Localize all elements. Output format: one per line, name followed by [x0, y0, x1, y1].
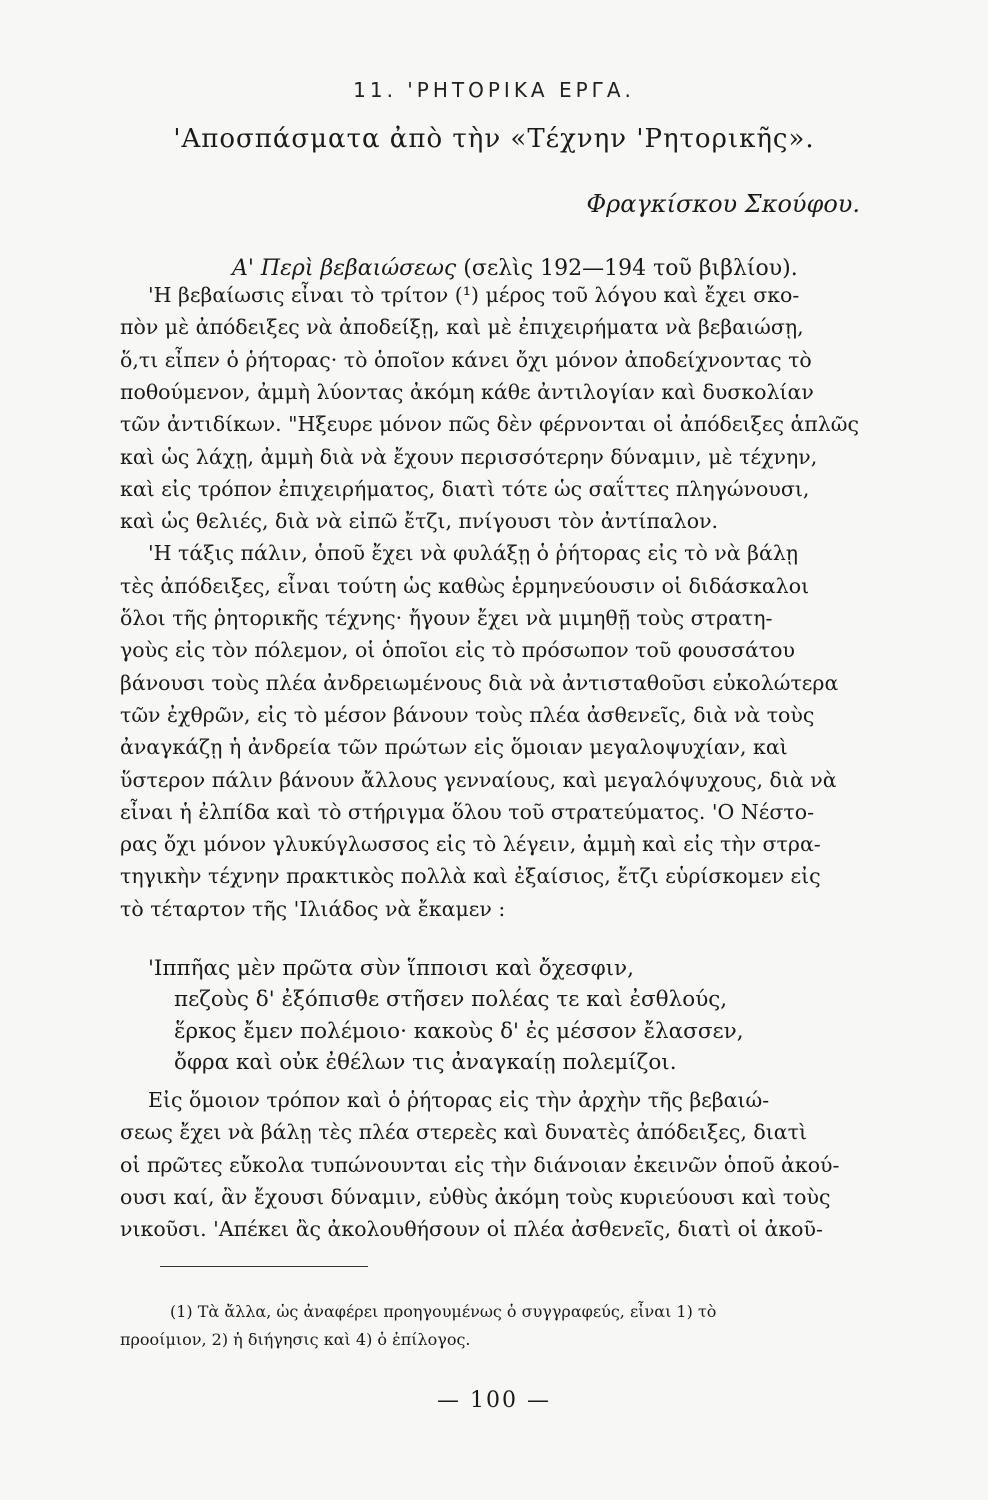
- running-header: 11. 'ΡΗΤΟΡΙΚΑ ΕΡΓΑ.: [353, 78, 635, 102]
- text-line: καὶ ὡς θελιές, διὰ νὰ εἰπῶ ἔτζι, πνίγουσι τὸν ἀντίπαλον.: [120, 509, 719, 534]
- text-line: ουσι καί, ἂν ἔχουσι δύναμιν, εὐθὺς ἀκόμη τοὺς κυριεύουσι καὶ τοὺς: [120, 1184, 831, 1209]
- section-reference: (σελὶς 192—194 τοῦ βιβλίου).: [463, 256, 798, 281]
- text-line: οἱ πρῶτες εὔκολα τυπώνουνται εἰς τὴν διάνοιαν ἐκεινῶν ὁποῦ ἀκού-: [120, 1152, 840, 1177]
- text-line: τηγικὴν τέχνην πρακτικὸς πολλὰ καὶ ἐξαίσιος, ἔτζι εὑρίσκομεν εἰς: [120, 864, 821, 889]
- text-line: τὲς ἀπόδειξες, εἶναι τούτη ὡς καθὼς ἑρμηνεύουσιν οἱ διδάσκαλοι: [120, 573, 810, 598]
- text-line: τῶν ἀντιδίκων. "Ηξευρε μόνον πῶς δὲν φέρνονται οἱ ἀπόδειξες ἁπλῶς: [120, 412, 859, 437]
- footnote-line: προοίμιον, 2) ἡ διήγησις καὶ 4) ὁ ἐπίλογος.: [120, 1330, 471, 1349]
- verse-line: ὄφρα καὶ οὐκ ἐθέλων τις ἀναγκαίῃ πολεμίζοι.: [174, 1049, 677, 1075]
- page-title: 'Αποσπάσματα ἀπὸ τὴν «Τέχνην 'Ρητορικῆς».: [173, 124, 815, 154]
- section-label: Α' Περὶ βεβαιώσεως: [232, 256, 457, 281]
- text-line: καὶ εἰς τρόπον ἐπιχειρήματος, διατὶ τότε ὡς σαΐττες πληγώνουσι,: [120, 476, 810, 501]
- verse-line: 'Ιππῆας μὲν πρῶτα σὺν ἵπποισι καὶ ὄχεσφιν,: [148, 956, 634, 981]
- text-line: εἶναι ἡ ἐλπίδα καὶ τὸ στήριγμα ὅλου τοῦ στρατεύματος. 'Ο Νέστο-: [120, 799, 815, 824]
- author-name: Φραγκίσκου Σκούφου.: [586, 190, 860, 218]
- text-line: ὕστερον πάλιν βάνουν ἄλλους γενναίους, καὶ μεγαλόψυχους, διὰ νὰ: [120, 767, 837, 792]
- text-line: ὅλοι τῆς ῥητορικῆς τέχνης· ἤγουν ἔχει νὰ μιμηθῇ τοὺς στρατη-: [120, 606, 773, 630]
- verse-line: πεζοὺς δ' ἐξόπισθε στῆσεν πολέας τε καὶ ἐσθλούς,: [174, 987, 728, 1013]
- text-line: ποθούμενον, ἀμμὴ λύοντας ἀκόμη κάθε ἀντιλογίαν καὶ δυσκολίαν: [120, 379, 814, 404]
- section-heading: [232, 256, 798, 281]
- footnote-divider: [160, 1266, 368, 1267]
- text-line: ὅ,τι εἶπεν ὁ ῥήτορας· τὸ ὁποῖον κάνει ὄχι μόνον ἀποδείχνοντας τὸ: [120, 347, 812, 372]
- text-line: νικοῦσι. 'Απέκει ἂς ἀκολουθήσουν οἱ πλέα ἀσθενεῖς, διατὶ οἱ ἀκοῦ-: [120, 1217, 823, 1242]
- text-line: ρας ὄχι μόνον γλυκύγλωσσος εἰς τὸ λέγειν, ἀμμὴ καὶ εἰς τὴν στρα-: [120, 832, 821, 857]
- text-line: γοὺς εἰς τὸν πόλεμον, οἱ ὁποῖοι εἰς τὸ πρόσωπον τοῦ φουσσάτου: [120, 638, 795, 663]
- text-line: 'Η τάξις πάλιν, ὁποῦ ἔχει νὰ φυλάξῃ ὁ ῥήτορας εἰς τὸ νὰ βάλῃ: [148, 541, 799, 566]
- text-line: πὸν μὲ ἀπόδειξες νὰ ἀποδείξῃ, καὶ μὲ ἐπιχειρήματα νὰ βεβαιώσῃ,: [120, 315, 804, 340]
- page-number: — 100 —: [437, 1388, 551, 1413]
- footnote-line: (1) Τὰ ἄλλα, ὡς ἀναφέρει προηγουμένως ὁ συγγραφεύς, εἶναι 1) τὸ: [170, 1302, 717, 1321]
- text-line: τῶν ἐχθρῶν, εἰς τὸ μέσον βάνουν τοὺς πλέα ἀσθενεῖς, διὰ νὰ τοὺς: [120, 702, 815, 727]
- text-line: Εἰς ὅμοιον τρόπον καὶ ὁ ῥήτορας εἰς τὴν ἀρχὴν τῆς βεβαιώ-: [148, 1088, 770, 1112]
- text-line: 'Η βεβαίωσις εἶναι τὸ τρίτον (¹) μέρος τοῦ λόγου καὶ ἔχει σκο-: [148, 283, 800, 307]
- text-line: σεως ἔχει νὰ βάλῃ τὲς πλέα στερεὲς καὶ δυνατὲς ἀπόδειξες, διατὶ: [120, 1120, 807, 1145]
- text-line: ἀναγκάζῃ ἡ ἀνδρεία τῶν πρώτων εἰς ὅμοιαν μεγαλοψυχίαν, καὶ: [120, 735, 788, 760]
- text-line: τὸ τέταρτον τῆς 'Ιλιάδος νὰ ἔκαμεν :: [120, 896, 506, 921]
- verse-line: ἕρκος ἔμεν πολέμοιο· κακοὺς δ' ἐς μέσσον ἔλασσεν,: [174, 1018, 744, 1044]
- text-line: βάνουσι τοὺς πλέα ἀνδρειωμένους διὰ νὰ ἀντισταθοῦσι εὐκολώτερα: [120, 670, 839, 695]
- text-line: καὶ ὡς λάχῃ, ἀμμὴ διὰ νὰ ἔχουν περισσότερην δύναμιν, μὲ τέχνην,: [120, 444, 818, 469]
